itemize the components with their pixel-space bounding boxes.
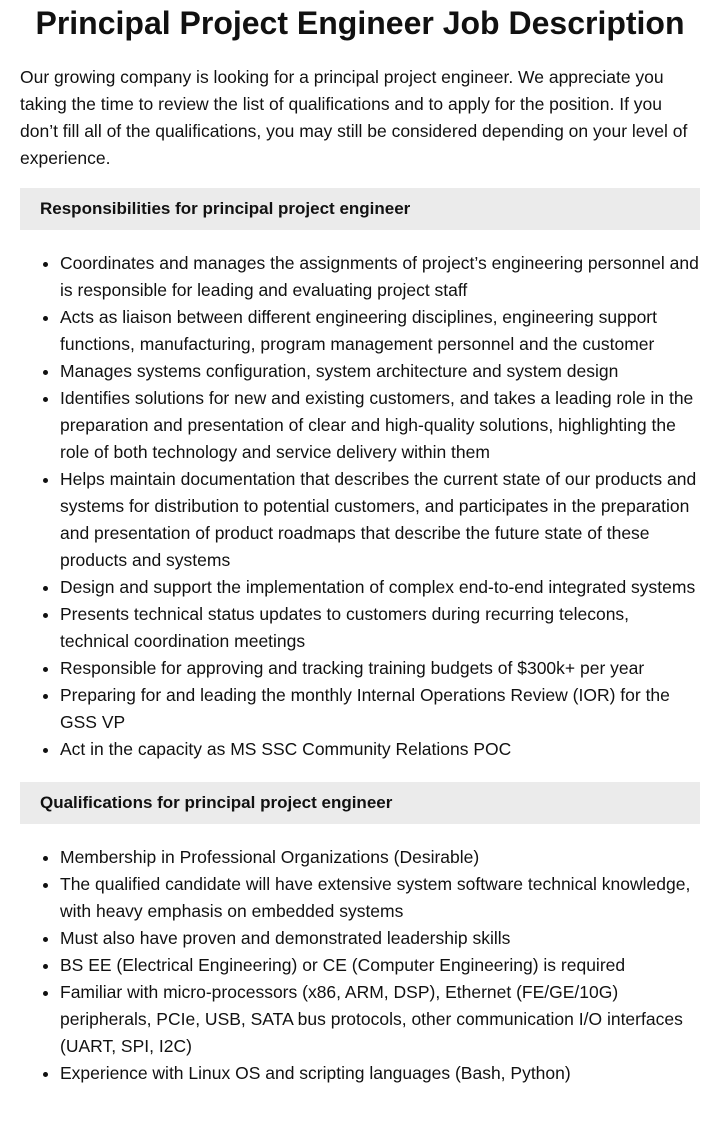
list-item: • Coordinates and manages the assignments of project’s engineering personnel and is responsible for leading and evaluating project staff: [60, 250, 700, 304]
list-item: • Responsible for approving and tracking training budgets of $300k+ per year: [60, 655, 700, 682]
responsibilities-heading: Responsibilities for principal project engineer: [20, 188, 700, 230]
list-item: • Helps maintain documentation that describes the current state of our products and systems for distribution to potential customers, and participates in the preparation and presentation of product roadmaps that describe the future state of these products and systems: [60, 466, 700, 574]
list-item: • Act in the capacity as MS SSC Community Relations POC: [60, 736, 700, 763]
list-item: • Experience with Linux OS and scripting languages (Bash, Python): [60, 1060, 700, 1087]
qualifications-heading: Qualifications for principal project engineer: [20, 782, 700, 824]
list-item: • Acts as liaison between different engineering disciplines, engineering support functions, manufacturing, program management personnel and the customer: [60, 304, 700, 358]
list-item: • Membership in Professional Organizations (Desirable): [60, 844, 700, 871]
list-item: • Manages systems configuration, system architecture and system design: [60, 358, 700, 385]
page-title: Principal Project Engineer Job Description: [35, 5, 685, 41]
list-item: • Preparing for and leading the monthly Internal Operations Review (IOR) for the GSS VP: [60, 682, 700, 736]
intro-paragraph: Our growing company is looking for a principal project engineer. We appreciate you taking the time to review the list of qualifications and to apply for the position. If you don’t fill all of the qualifications, you may still be considered depending on your level of experience.: [20, 67, 688, 168]
qualifications-list: [0, 844, 700, 1087]
list-item: • BS EE (Electrical Engineering) or CE (Computer Engineering) is required: [60, 952, 700, 979]
list-item: • Must also have proven and demonstrated leadership skills: [60, 925, 700, 952]
list-item: • Presents technical status updates to customers during recurring telecons, technical coordination meetings: [60, 601, 700, 655]
list-item: • Design and support the implementation of complex end-to-end integrated systems: [60, 574, 700, 601]
list-item: • The qualified candidate will have extensive system software technical knowledge, with heavy emphasis on embedded systems: [60, 871, 700, 925]
responsibilities-list: [0, 250, 700, 763]
list-item: • Familiar with micro-processors (x86, ARM, DSP), Ethernet (FE/GE/10G) peripherals, PCIe, USB, SATA bus protocols, other communication I/O interfaces (UART, SPI, I2C): [60, 979, 700, 1060]
list-item: • Identifies solutions for new and existing customers, and takes a leading role in the preparation and presentation of clear and high-quality solutions, highlighting the role of both technology and service delivery within them: [60, 385, 700, 466]
